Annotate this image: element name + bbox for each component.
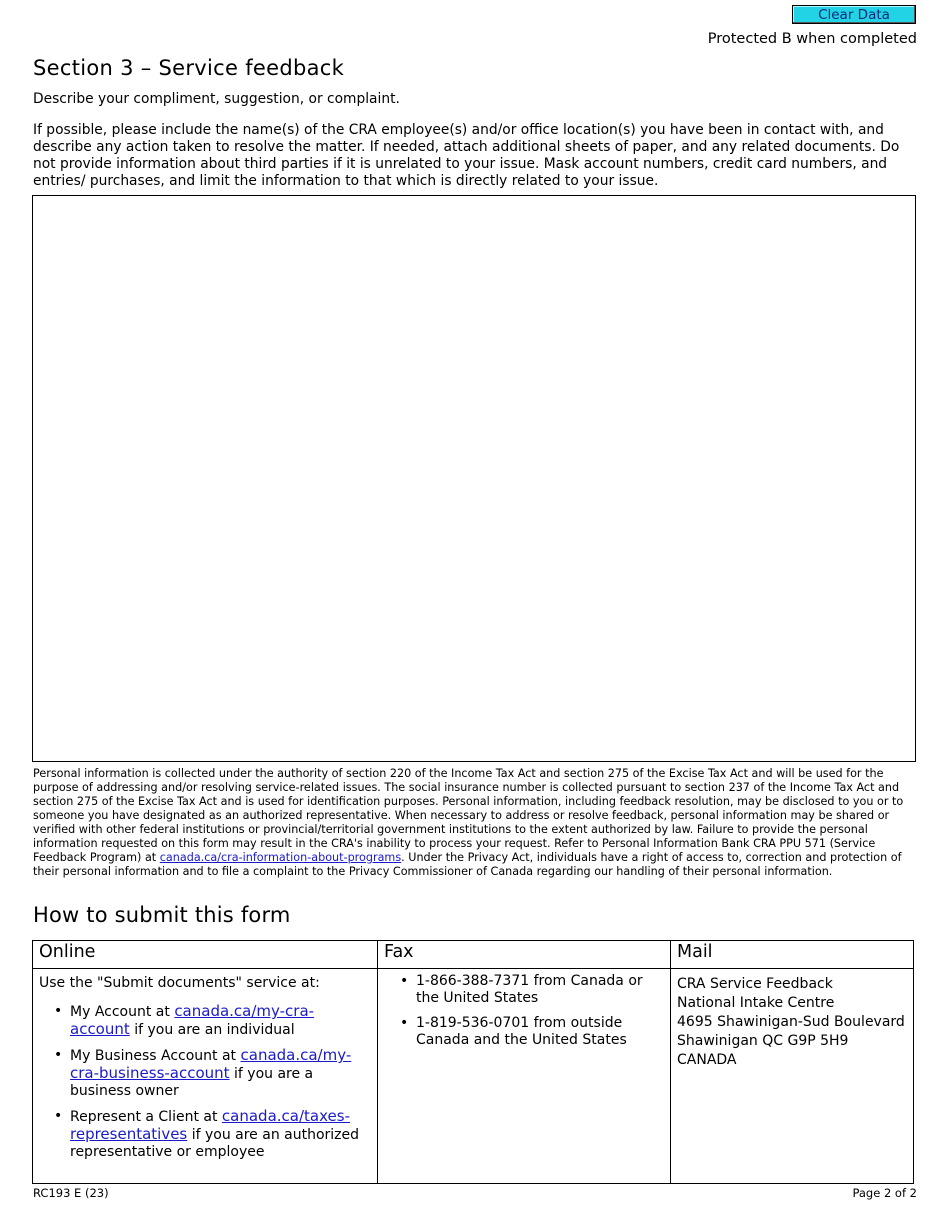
- describe-prompt: Describe your compliment, suggestion, or complaint.: [33, 91, 400, 107]
- online-item-text: if you are a business owner: [70, 1066, 314, 1099]
- clear-data-button[interactable]: Clear Data: [792, 5, 916, 24]
- mail-line: CRA Service Feedback: [677, 976, 833, 992]
- mail-cell: [671, 969, 914, 1184]
- instructions-text: If possible, please include the name(s) of the CRA employee(s) and/or office location(s) you have been in contact with, and describe any action taken to resolve the matter. If needed, attach additional sheets of paper, and any related documents. Do not provide information about third parties if it is unrelated to your issue. Mask account numbers, credit card numbers, and entries/ purchases, and limit the information to that which is directly related to your issue.: [33, 122, 900, 189]
- form-id: RC193 E (23): [33, 1186, 109, 1200]
- my-cra-business-account-link[interactable]: canada.ca/my-cra-business-account: [70, 1046, 352, 1082]
- mail-line: CANADA: [677, 1052, 737, 1068]
- online-item-text: Represent a Client at: [70, 1109, 222, 1125]
- online-intro: Use the "Submit documents" service at:: [39, 975, 320, 991]
- taxes-representatives-link[interactable]: canada.ca/taxes-representatives: [70, 1107, 350, 1143]
- online-item-my-account: [70, 1003, 371, 1039]
- section-title: Section 3 – Service feedback: [33, 56, 345, 80]
- mail-line: 4695 Shawinigan-Sud Boulevard: [677, 1014, 905, 1030]
- online-item-text: My Business Account at: [70, 1048, 241, 1064]
- my-cra-account-link[interactable]: canada.ca/my-cra-account: [70, 1002, 315, 1038]
- privacy-link[interactable]: canada.ca/cra-information-about-programs: [159, 851, 402, 864]
- online-item-text: if you are an individual: [129, 1022, 295, 1038]
- fax-cell: [378, 969, 671, 1184]
- online-item-represent-client: [70, 1108, 371, 1161]
- protected-label: Protected B when completed: [707, 31, 917, 47]
- online-item-business-account: [70, 1047, 371, 1100]
- privacy-notice: [33, 767, 913, 879]
- submit-methods-table: [32, 940, 914, 1184]
- online-item-text: if you are an authorized representative or employee: [70, 1127, 360, 1160]
- fax-number-outside: • 1-819-536-0701 from outside Canada and the United States: [416, 1015, 664, 1049]
- online-header: Online: [33, 941, 378, 969]
- fax-list: [384, 973, 664, 1049]
- privacy-text-before: Personal information is collected under the authority of section 220 of the Income Tax Act and section 275 of the Excise Tax Act and will be used for the purpose of addressing and/or resolving service-related issues. The social insurance number is collected pursuant to section 237 of the Income Tax Act and section 275 of the Excise Tax Act and is used for identification purposes. Personal information, including feedback resolution, may be disclosed to you or to someone you have designated as an authorized representative. When necessary to address or resolve feedback, personal information may be shared or verified with other federal institutions or provincial/territorial government institutions to the extent authorized by law. Failure to provide the personal information requested on this form may result in the CRA's inability to process your request. Refer to Personal Information Bank CRA PPU 571 (Service Feedback Program) at: [33, 767, 904, 864]
- feedback-textarea[interactable]: [32, 195, 916, 762]
- online-cell: [33, 969, 378, 1184]
- mail-line: Shawinigan QC G9P 5H9: [677, 1033, 849, 1049]
- privacy-text-after: . Under the Privacy Act, individuals have a right of access to, correction and protection of their personal information and to file a complaint to the Privacy Commissioner of Canada regarding our handling of their personal information.: [33, 851, 902, 878]
- fax-number-canada: • 1-866-388-7371 from Canada or the United States: [416, 973, 664, 1007]
- page-number: Page 2 of 2: [852, 1186, 917, 1200]
- online-list: [39, 1003, 371, 1161]
- mail-line: National Intake Centre: [677, 995, 835, 1011]
- mail-header: Mail: [671, 941, 914, 969]
- online-item-text: My Account at: [70, 1004, 175, 1020]
- fax-header: Fax: [378, 941, 671, 969]
- how-to-submit-title: How to submit this form: [33, 903, 291, 927]
